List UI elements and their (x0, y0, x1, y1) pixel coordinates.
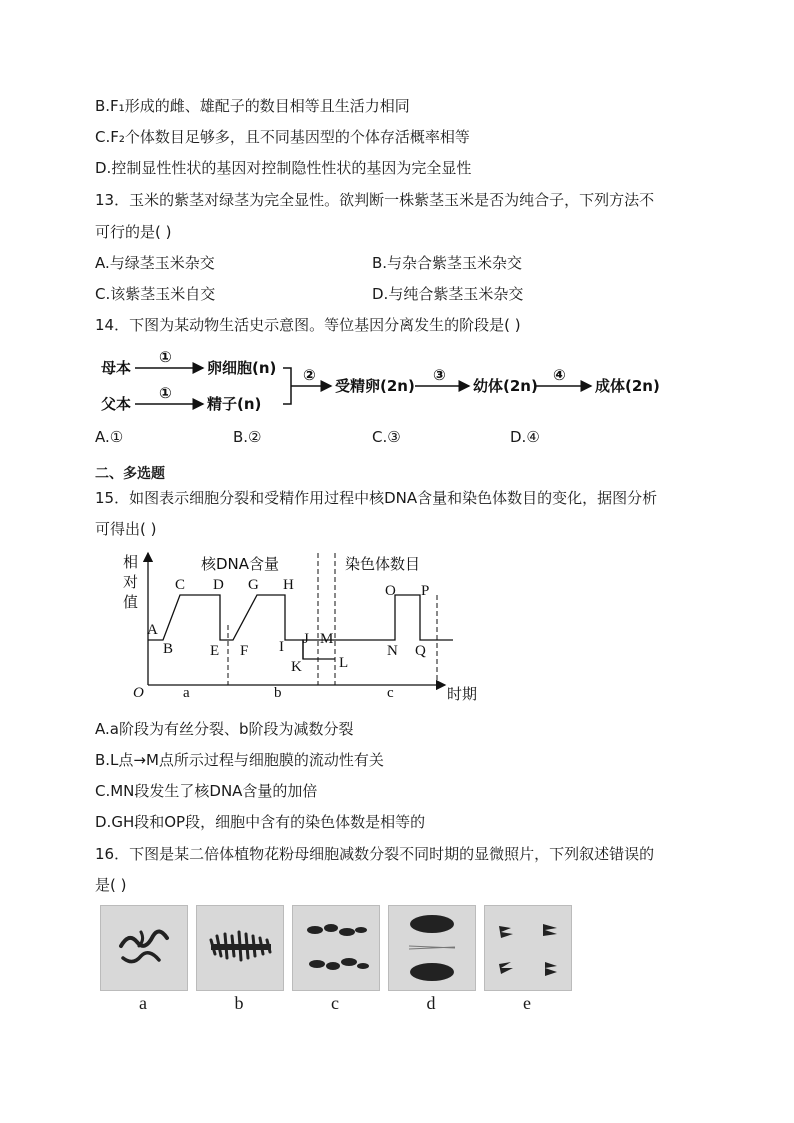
point-p: P (421, 583, 430, 599)
y-label-3: 值 (123, 593, 139, 611)
micrograph-d (388, 905, 476, 991)
step-2: ② (303, 366, 316, 384)
origin-label: O (133, 685, 144, 701)
micrograph-row (100, 905, 570, 1015)
point-i: I (279, 639, 284, 655)
q15-option-d: D.GH段和OP段，细胞中含有的染色体数是相等的 (95, 813, 426, 831)
point-n: N (387, 643, 398, 659)
dna-label: 核DNA含量 (201, 555, 280, 573)
father-label: 父本 (101, 395, 132, 413)
adult-label: 成体(2n) (595, 377, 660, 395)
question-16-line1: 16．下图是某二倍体植物花粉母细胞减数分裂不同时期的显微照片，下列叙述错误的 (95, 845, 655, 863)
step-1-top: ① (159, 348, 172, 366)
chromosome-curve (303, 595, 453, 659)
stage-b-label: b (274, 685, 282, 701)
sperm-label: 精子(n) (207, 395, 262, 413)
question-15-line2: 可得出( ) (95, 520, 157, 538)
stage-a-label: a (183, 685, 190, 701)
point-q: Q (415, 643, 426, 659)
point-a: A (147, 622, 158, 638)
micrograph-c (292, 905, 380, 991)
question-15-line1: 15．如图表示细胞分裂和受精作用过程中核DNA含量和染色体数目的变化，据图分析 (95, 489, 658, 507)
question-14: 14．下图为某动物生活史示意图。等位基因分离发生的阶段是( ) (95, 316, 521, 334)
y-label-2: 对 (123, 573, 139, 591)
point-b: B (163, 641, 174, 657)
micrograph-label-a: a (139, 993, 147, 1013)
micrograph-label-c: c (331, 993, 339, 1013)
micrograph-label-d: d (426, 993, 436, 1013)
question-13-line2: 可行的是( ) (95, 223, 172, 241)
q15-option-a: A.a阶段为有丝分裂、b阶段为减数分裂 (95, 720, 354, 738)
step-4: ④ (553, 366, 566, 384)
chromosome-label: 染色体数目 (345, 555, 421, 573)
option-c-q12: C.F₂个体数目足够多，且不同基因型的个体存活概率相等 (95, 128, 470, 146)
y-label-1: 相 (123, 553, 139, 571)
point-o: O (385, 583, 396, 599)
micrograph-b (196, 905, 284, 991)
q14-option-a: A.① (95, 428, 124, 446)
option-b-q12: B.F₁形成的雌、雄配子的数目相等且生活力相同 (95, 97, 410, 115)
zygote-label: 受精卵(2n) (335, 377, 415, 395)
q13-option-a: A.与绿茎玉米杂交 (95, 254, 215, 272)
point-c: C (175, 577, 186, 593)
point-f: F (240, 643, 249, 659)
dna-chromosome-graph (115, 545, 495, 705)
q13-option-b: B.与杂合紫茎玉米杂交 (372, 254, 523, 272)
option-d-q12: D.控制显性性状的基因对控制隐性性状的基因为完全显性 (95, 159, 472, 177)
q15-option-b: B.L点→M点所示过程与细胞膜的流动性有关 (95, 751, 384, 769)
juvenile-label: 幼体(2n) (473, 377, 538, 395)
point-d: D (213, 577, 224, 593)
micrograph-label-b: b (234, 993, 244, 1013)
point-g: G (248, 577, 259, 593)
q14-option-b: B.② (233, 428, 262, 446)
question-13-line1: 13．玉米的紫茎对绿茎为完全显性。欲判断一株紫茎玉米是否为纯合子，下列方法不 (95, 191, 655, 209)
section-title: 二、多选题 (95, 466, 165, 482)
point-l: L (339, 655, 349, 671)
q15-option-c: C.MN段发生了核DNA含量的加倍 (95, 782, 318, 800)
q14-option-c: C.③ (372, 428, 401, 446)
q13-option-d: D.与纯合紫茎玉米杂交 (372, 285, 524, 303)
mother-label: 母本 (101, 359, 132, 377)
point-e: E (210, 643, 220, 659)
micrograph-e (484, 905, 572, 991)
point-h: H (283, 577, 294, 593)
question-16-line2: 是( ) (95, 876, 127, 894)
point-j: J (303, 631, 309, 647)
step-3: ③ (433, 366, 446, 384)
q14-option-d: D.④ (510, 428, 540, 446)
stage-c-label: c (387, 685, 394, 701)
point-m: M (320, 631, 334, 647)
micrograph-label-e: e (523, 993, 531, 1013)
x-label: 时期 (447, 685, 478, 703)
micrograph-a (100, 905, 188, 991)
q13-option-c: C.该紫茎玉米自交 (95, 285, 216, 303)
point-k: K (291, 659, 302, 675)
life-cycle-diagram (95, 342, 695, 422)
egg-label: 卵细胞(n) (207, 359, 277, 377)
step-1-bottom: ① (159, 384, 172, 402)
